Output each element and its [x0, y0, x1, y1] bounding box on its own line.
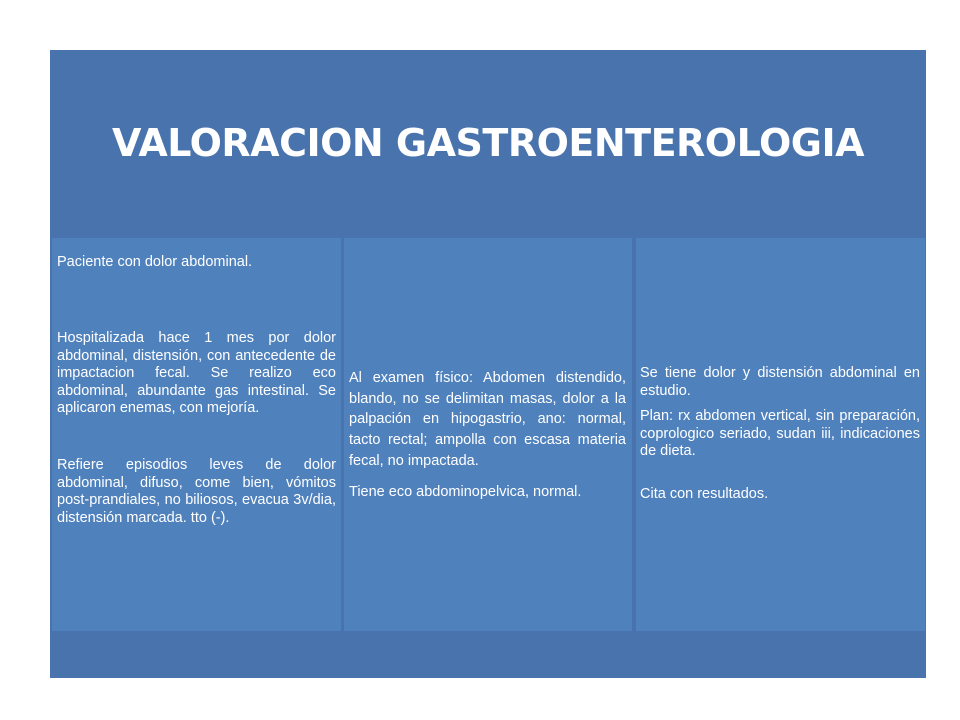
exam-column: [344, 238, 632, 631]
hospitalization-paragraph: Hospitalizada hace 1 mes por dolor abdominal, distensión, con antecedente de impactacion fecal. Se realizo eco abdominal, abundante gas intestinal. Se aplicaron enemas, con mejoría.: [57, 330, 336, 416]
symptoms-paragraph: Refiere episodios leves de dolor abdominal, difuso, come bien, vómitos post-prandiales, no biliosos, evacua 3v/dia, distensión marcada. tto (-).: [57, 457, 336, 526]
assessment-paragraph: Se tiene dolor y distensión abdominal en estudio.: [640, 365, 920, 399]
slide-title: VALORACION GASTROENTEROLOGIA: [112, 121, 864, 165]
physical-exam-paragraph: Al examen físico: Abdomen distendido, blando, no se delimitan masas, dolor a la palpación en hipogastrio, ano: normal, tacto rectal; ampolla con escasa materia fecal, no impactada.: [349, 369, 626, 469]
plan-column: [636, 238, 925, 631]
ultrasound-paragraph: Tiene eco abdominopelvica, normal.: [349, 483, 582, 500]
footer-band: [50, 633, 926, 678]
chief-complaint-paragraph: Paciente con dolor abdominal.: [57, 254, 253, 270]
plan-paragraph: Plan: rx abdomen vertical, sin preparación, coprologico seriado, sudan iii, indicaciones de dieta.: [640, 408, 920, 459]
follow-up-paragraph: Cita con resultados.: [640, 486, 769, 503]
history-column: [52, 238, 341, 631]
